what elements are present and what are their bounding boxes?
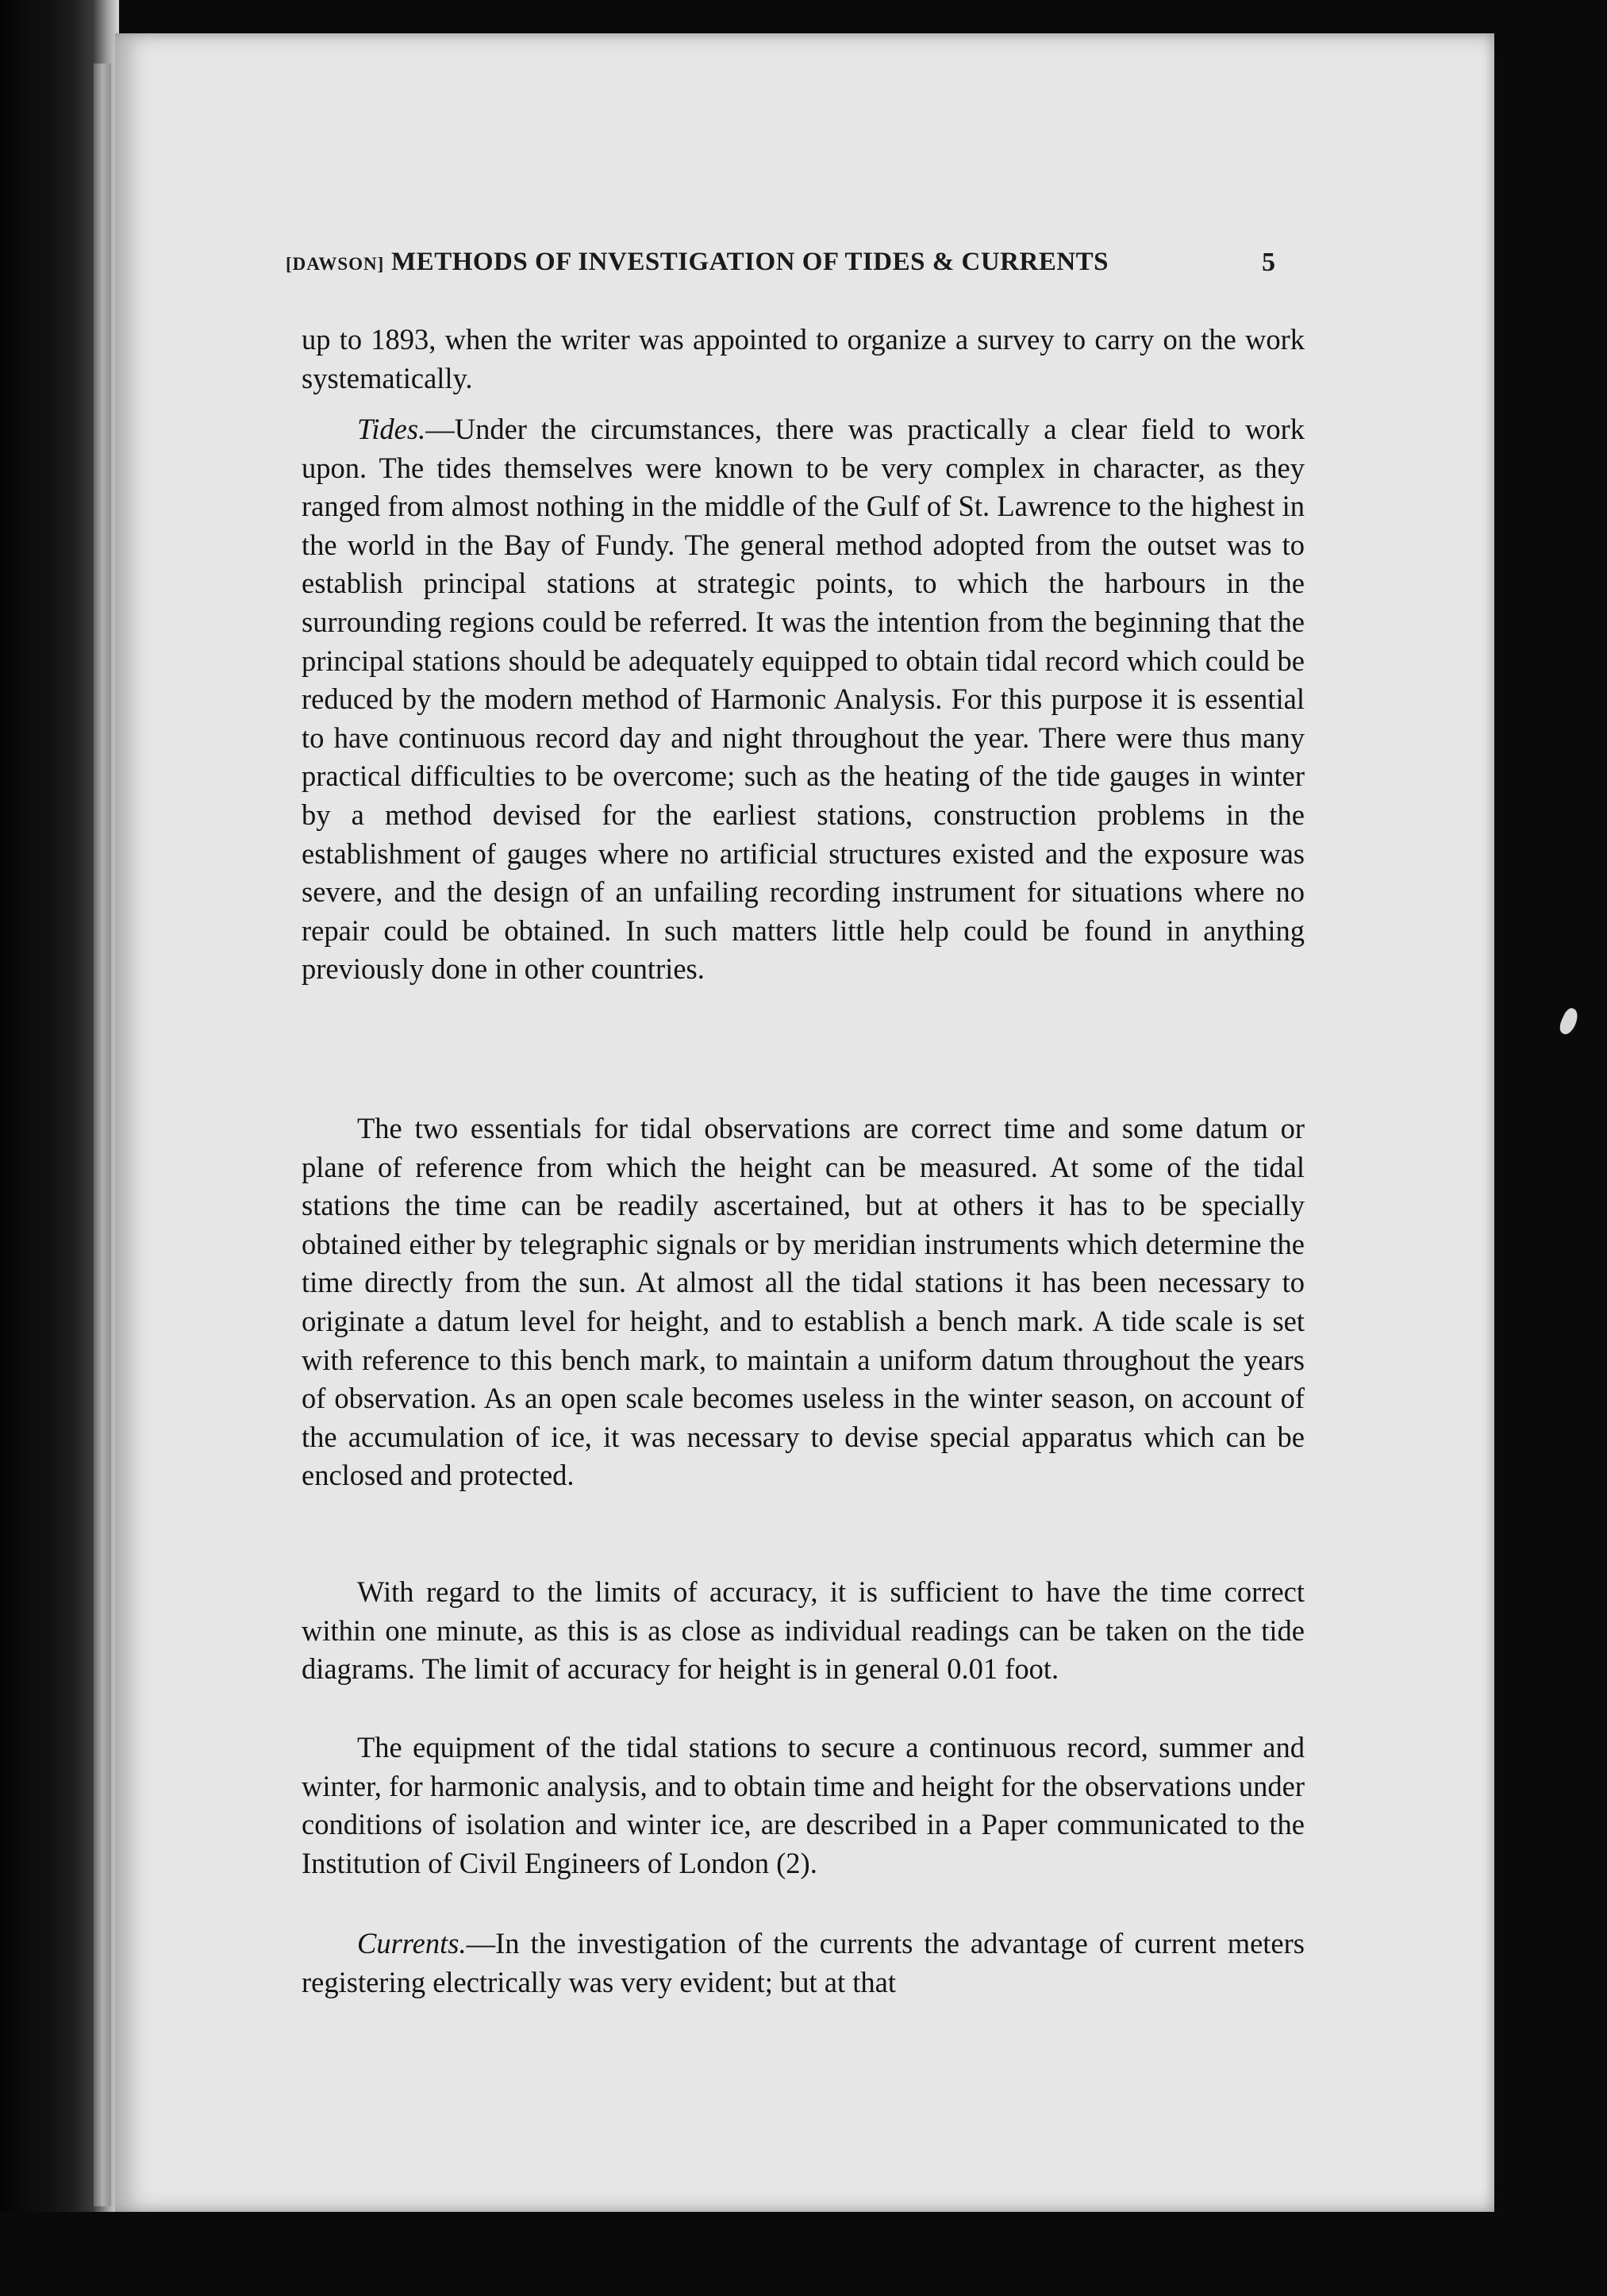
paragraph-essentials: The two essentials for tidal observations are correct time and some datum or plane of reference from which the height can be measured. At some of the tidal stations the time can be readily ascertained, but at others it has to be specially obtained either by telegraphic signals or by meridian instruments which determine the time directly from the sun. At almost all the tidal stations it has been necessary to originate a datum level for height, and to establish a bench mark. A tide scale is set with reference to this bench mark, to maintain a uniform datum throughout the years of observation. As an open scale becomes useless in the winter season, on account of the accumulation of ice, it was necessary to devise special apparatus which can be enclosed and protected. (302, 1112, 1305, 1492)
running-header (286, 248, 1317, 287)
paragraph-intro-continuation: up to 1893, when the writer was appointed to organize a survey to carry on the work systematically. (302, 323, 1305, 394)
section-heading-currents: Currents. (357, 1927, 467, 1959)
paragraph-currents (302, 1925, 1305, 2002)
author-tag: [DAWSON] (286, 254, 385, 274)
paragraph-currents-text: —In the investigation of the currents the advantage of current meters registering electrically was very evident; but at that (302, 1927, 1305, 1998)
scan-right-border (1494, 0, 1607, 2296)
scan-top-border (0, 0, 1607, 33)
section-heading-tides: Tides. (357, 413, 426, 445)
running-title: METHODS OF INVESTIGATION OF TIDES & CURRENTS (391, 248, 1109, 276)
paragraph-tides (302, 410, 1305, 989)
scan-bottom-border (0, 2212, 1607, 2296)
paragraph-accuracy: With regard to the limits of accuracy, it is sufficient to have the time correct within one minute, as this is as close as individual readings can be taken on the tide diagrams. The limit of accuracy for height is in general 0.01 foot. (302, 1575, 1305, 1686)
page-number: 5 (1262, 248, 1275, 277)
book-spine-edge (94, 63, 111, 2206)
paragraph-equipment: The equipment of the tidal stations to secure a continuous record, summer and winter, for harmonic analysis, and to obtain time and height for the observations under conditions of isolation and winter ice, are described in a Paper communicated to the Institution of Civil Engineers of London (2). (302, 1731, 1305, 1879)
paragraph-tides-text: —Under the circumstances, there was practically a clear field to work upon. The tides themselves were known to be very complex in character, as they ranged from almost nothing in the middle of the Gulf of St. Lawrence to the highest in the world in the Bay of Fundy. The general method adopted from the outset was to establish principal stations at strategic points, to which the harbours in the surrounding regions could be referred. It was the intention from the beginning that the principal stations should be adequately equipped to obtain tidal record which could be reduced by the modern method of Harmonic Analysis. For this purpose it is essential to have continuous record day and night throughout the year. There were thus many practical difficulties to be overcome; such as the heating of the tide gauges in winter by a method devised for the earliest stations, construction problems in the establishment of gauges where no artificial structures existed and the exposure was severe, and the design of an unfailing recording instrument for situations where no repair could be obtained. In such matters little help could be found in anything previously done in other countries. (302, 413, 1305, 986)
